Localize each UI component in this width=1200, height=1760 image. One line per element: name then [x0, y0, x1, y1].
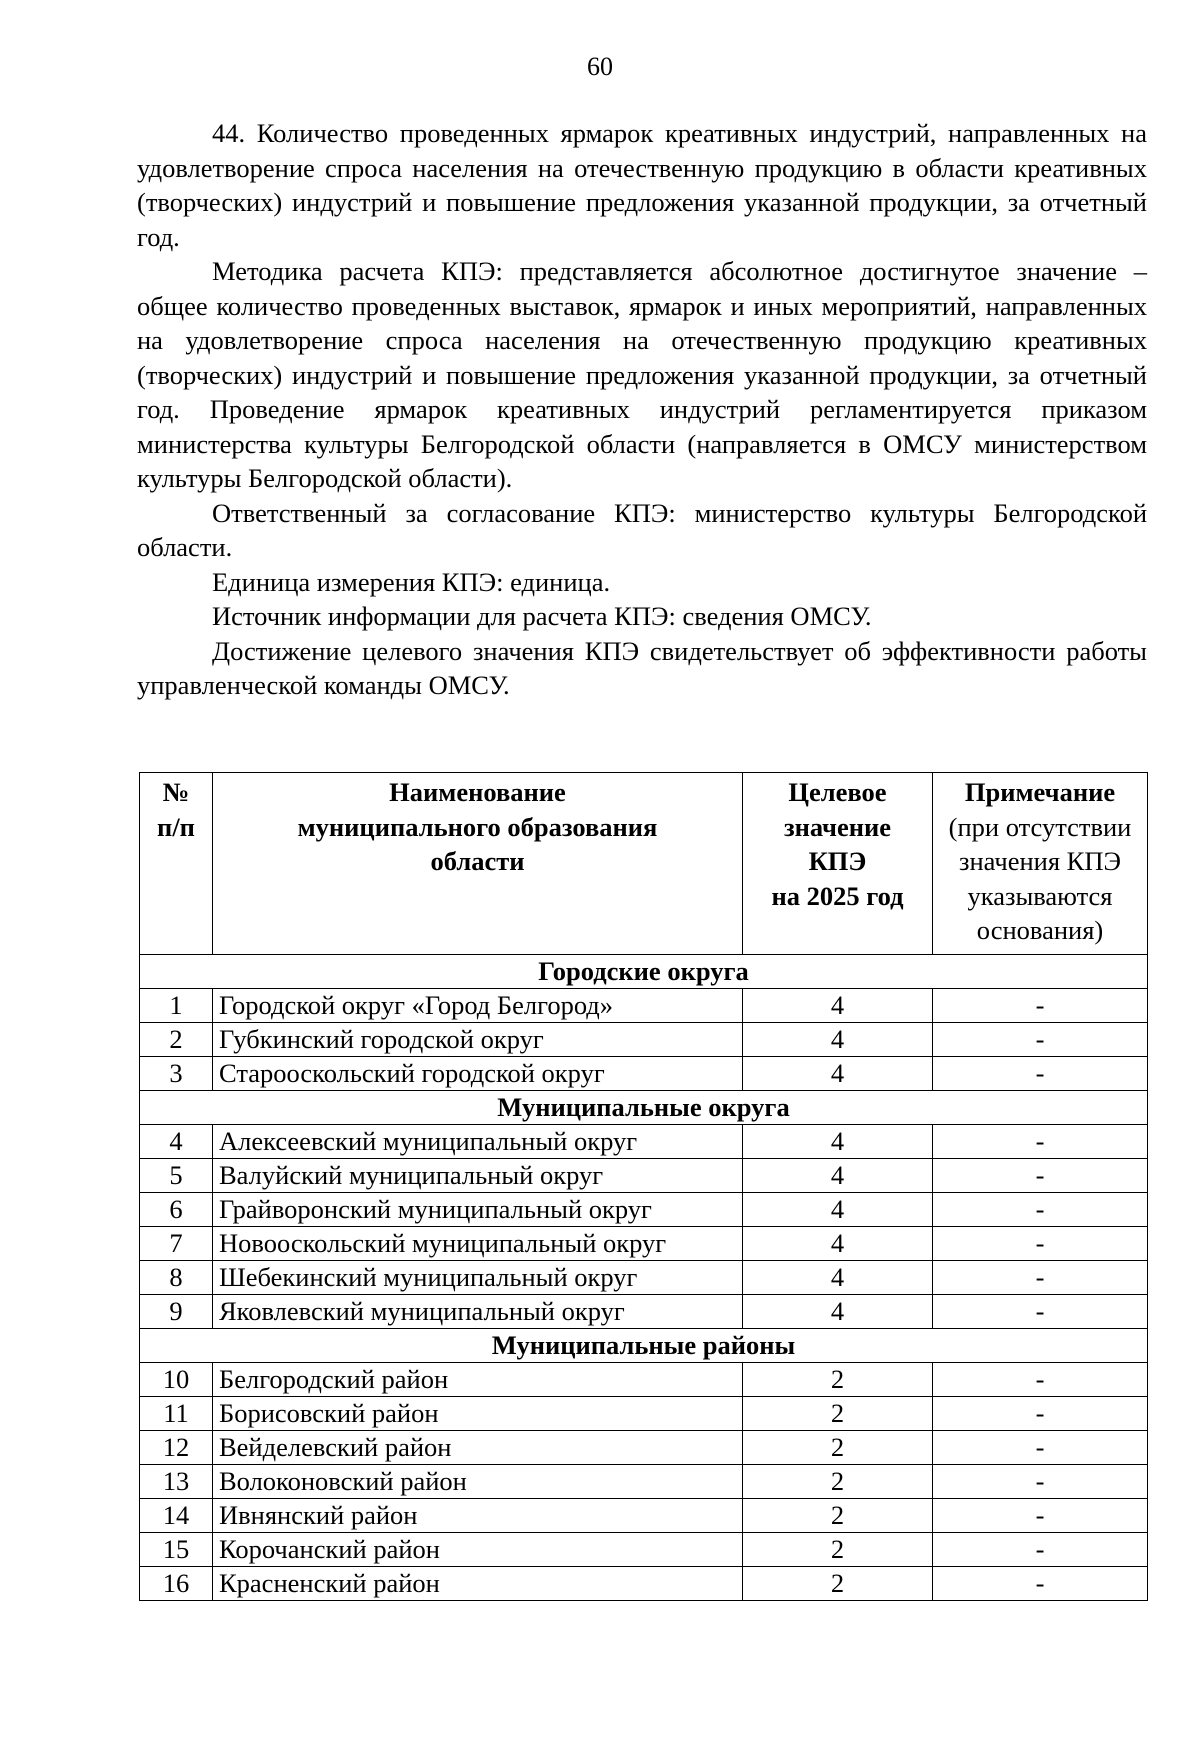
table-row: [140, 1056, 1148, 1090]
header-number-line: №: [162, 777, 190, 807]
row-value: 2: [743, 1430, 933, 1464]
section-row: [140, 1328, 1148, 1362]
row-number: 11: [140, 1396, 213, 1430]
row-number: 13: [140, 1464, 213, 1498]
row-name: Губкинский городской округ: [213, 1022, 743, 1056]
row-note: -: [933, 1430, 1148, 1464]
kpi-table: [139, 772, 1148, 1601]
row-number: 4: [140, 1124, 213, 1158]
row-value: 2: [743, 1532, 933, 1566]
row-name: Алексеевский муниципальный округ: [213, 1124, 743, 1158]
row-value: 4: [743, 1192, 933, 1226]
row-name: Ивнянский район: [213, 1498, 743, 1532]
table-row: [140, 1192, 1148, 1226]
header-name-line: области: [430, 846, 525, 876]
table-row: [140, 1532, 1148, 1566]
paragraph-unit: Единица измерения КПЭ: единица.: [212, 566, 611, 597]
table-row: [140, 1396, 1148, 1430]
row-value: 4: [743, 1124, 933, 1158]
page-number: 60: [587, 52, 613, 81]
row-note: -: [933, 1226, 1148, 1260]
row-value: 4: [743, 1226, 933, 1260]
row-number: 15: [140, 1532, 213, 1566]
table-row: [140, 1430, 1148, 1464]
row-note: -: [933, 1566, 1148, 1600]
table-row: [140, 1158, 1148, 1192]
header-target-line: значение: [783, 811, 892, 842]
row-name: Белгородский район: [213, 1362, 743, 1396]
row-value: 4: [743, 1022, 933, 1056]
header-number-line: п/п: [157, 811, 195, 842]
section-title: Муниципальные районы: [140, 1328, 1148, 1362]
row-value: 2: [743, 1362, 933, 1396]
table-header-row: [140, 773, 1148, 955]
table-row: [140, 1566, 1148, 1600]
paragraph-conclusion: Достижение целевого значения КПЭ свидетельствует об эффективности работы управленческой команды ОМСУ.: [137, 635, 1147, 700]
row-number: 14: [140, 1498, 213, 1532]
row-name: Валуйский муниципальный округ: [213, 1158, 743, 1192]
paragraph-kpi-title: 44. Количество проведенных ярмарок креативных индустрий, направленных на удовлетворение спроса населения на отечественную продукцию в области креативных (творческих) индустрий и повышение предложения указанной продукции, за отчетный год.: [137, 118, 1147, 252]
row-value: 4: [743, 1158, 933, 1192]
table-row: [140, 1124, 1148, 1158]
row-number: 10: [140, 1362, 213, 1396]
row-number: 12: [140, 1430, 213, 1464]
row-number: 2: [140, 1022, 213, 1056]
row-value: 4: [743, 1056, 933, 1090]
document-body: [137, 116, 1147, 703]
row-name: Новооскольский муниципальный округ: [213, 1226, 743, 1260]
row-name: Красненский район: [213, 1566, 743, 1600]
header-target: [743, 773, 933, 955]
section-title: Городские округа: [140, 954, 1148, 988]
row-name: Грайворонский муниципальный округ: [213, 1192, 743, 1226]
header-name-line: муниципального образования: [297, 811, 658, 842]
row-name: Яковлевский муниципальный округ: [213, 1294, 743, 1328]
row-note: -: [933, 1260, 1148, 1294]
row-note: -: [933, 988, 1148, 1022]
row-value: 4: [743, 1294, 933, 1328]
row-value: 4: [743, 1260, 933, 1294]
header-note-line: значения КПЭ: [959, 846, 1121, 876]
row-note: -: [933, 1294, 1148, 1328]
table-row: [140, 1260, 1148, 1294]
header-note-line: (при отсутствии: [948, 811, 1132, 842]
header-name-line: Наименование: [389, 777, 566, 807]
header-note: [933, 773, 1148, 955]
row-number: 8: [140, 1260, 213, 1294]
row-number: 16: [140, 1566, 213, 1600]
row-value: 2: [743, 1566, 933, 1600]
row-name: Старооскольский городской округ: [213, 1056, 743, 1090]
row-name: Волоконовский район: [213, 1464, 743, 1498]
header-target-line: на 2025 год: [771, 880, 904, 911]
paragraph-responsible: Ответственный за согласование КПЭ: министерство культуры Белгородской области.: [137, 497, 1147, 562]
header-note-line: указываются: [967, 880, 1113, 911]
row-name: Корочанский район: [213, 1532, 743, 1566]
row-value: 2: [743, 1498, 933, 1532]
table-row: [140, 1294, 1148, 1328]
table-row: [140, 1498, 1148, 1532]
table-row: [140, 1362, 1148, 1396]
row-number: 5: [140, 1158, 213, 1192]
row-note: -: [933, 1396, 1148, 1430]
paragraph-methodology: Методика расчета КПЭ: представляется абсолютное достигнутое значение – общее количество проведенных выставок, ярмарок и иных мероприятий, направленных на удовлетворение спроса населения на отечественную продукцию креативных (творческих) индустрий и повышение предложения указанной продукции, за отчетный год. Проведение ярмарок креативных индустрий регламентируется приказом министерства культуры Белгородской области (направляется в ОМСУ министерством культуры Белгородской области).: [137, 256, 1147, 493]
row-number: 9: [140, 1294, 213, 1328]
header-name: [213, 773, 743, 955]
row-number: 6: [140, 1192, 213, 1226]
paragraph-source: Источник информации для расчета КПЭ: сведения ОМСУ.: [212, 601, 872, 631]
section-title: Муниципальные округа: [140, 1090, 1148, 1124]
table-row: [140, 1022, 1148, 1056]
header-note-line: основания): [976, 915, 1104, 945]
header-target-line: Целевое: [788, 777, 887, 807]
table-row: [140, 1464, 1148, 1498]
section-row: [140, 1090, 1148, 1124]
row-number: 1: [140, 988, 213, 1022]
row-name: Городской округ «Город Белгород»: [213, 988, 743, 1022]
row-note: -: [933, 1464, 1148, 1498]
row-note: -: [933, 1056, 1148, 1090]
row-name: Шебекинский муниципальный округ: [213, 1260, 743, 1294]
row-note: -: [933, 1532, 1148, 1566]
row-name: Борисовский район: [213, 1396, 743, 1430]
section-row: [140, 954, 1148, 988]
header-note-title: Примечание: [964, 777, 1116, 807]
row-number: 3: [140, 1056, 213, 1090]
table-row: [140, 1226, 1148, 1260]
header-number: [140, 773, 213, 955]
row-note: -: [933, 1362, 1148, 1396]
row-note: -: [933, 1498, 1148, 1532]
row-note: -: [933, 1192, 1148, 1226]
row-value: 4: [743, 988, 933, 1022]
row-note: -: [933, 1158, 1148, 1192]
row-value: 2: [743, 1464, 933, 1498]
row-number: 7: [140, 1226, 213, 1260]
row-name: Вейделевский район: [213, 1430, 743, 1464]
row-note: -: [933, 1022, 1148, 1056]
row-note: -: [933, 1124, 1148, 1158]
row-value: 2: [743, 1396, 933, 1430]
header-target-line: КПЭ: [808, 846, 867, 876]
table-row: [140, 988, 1148, 1022]
